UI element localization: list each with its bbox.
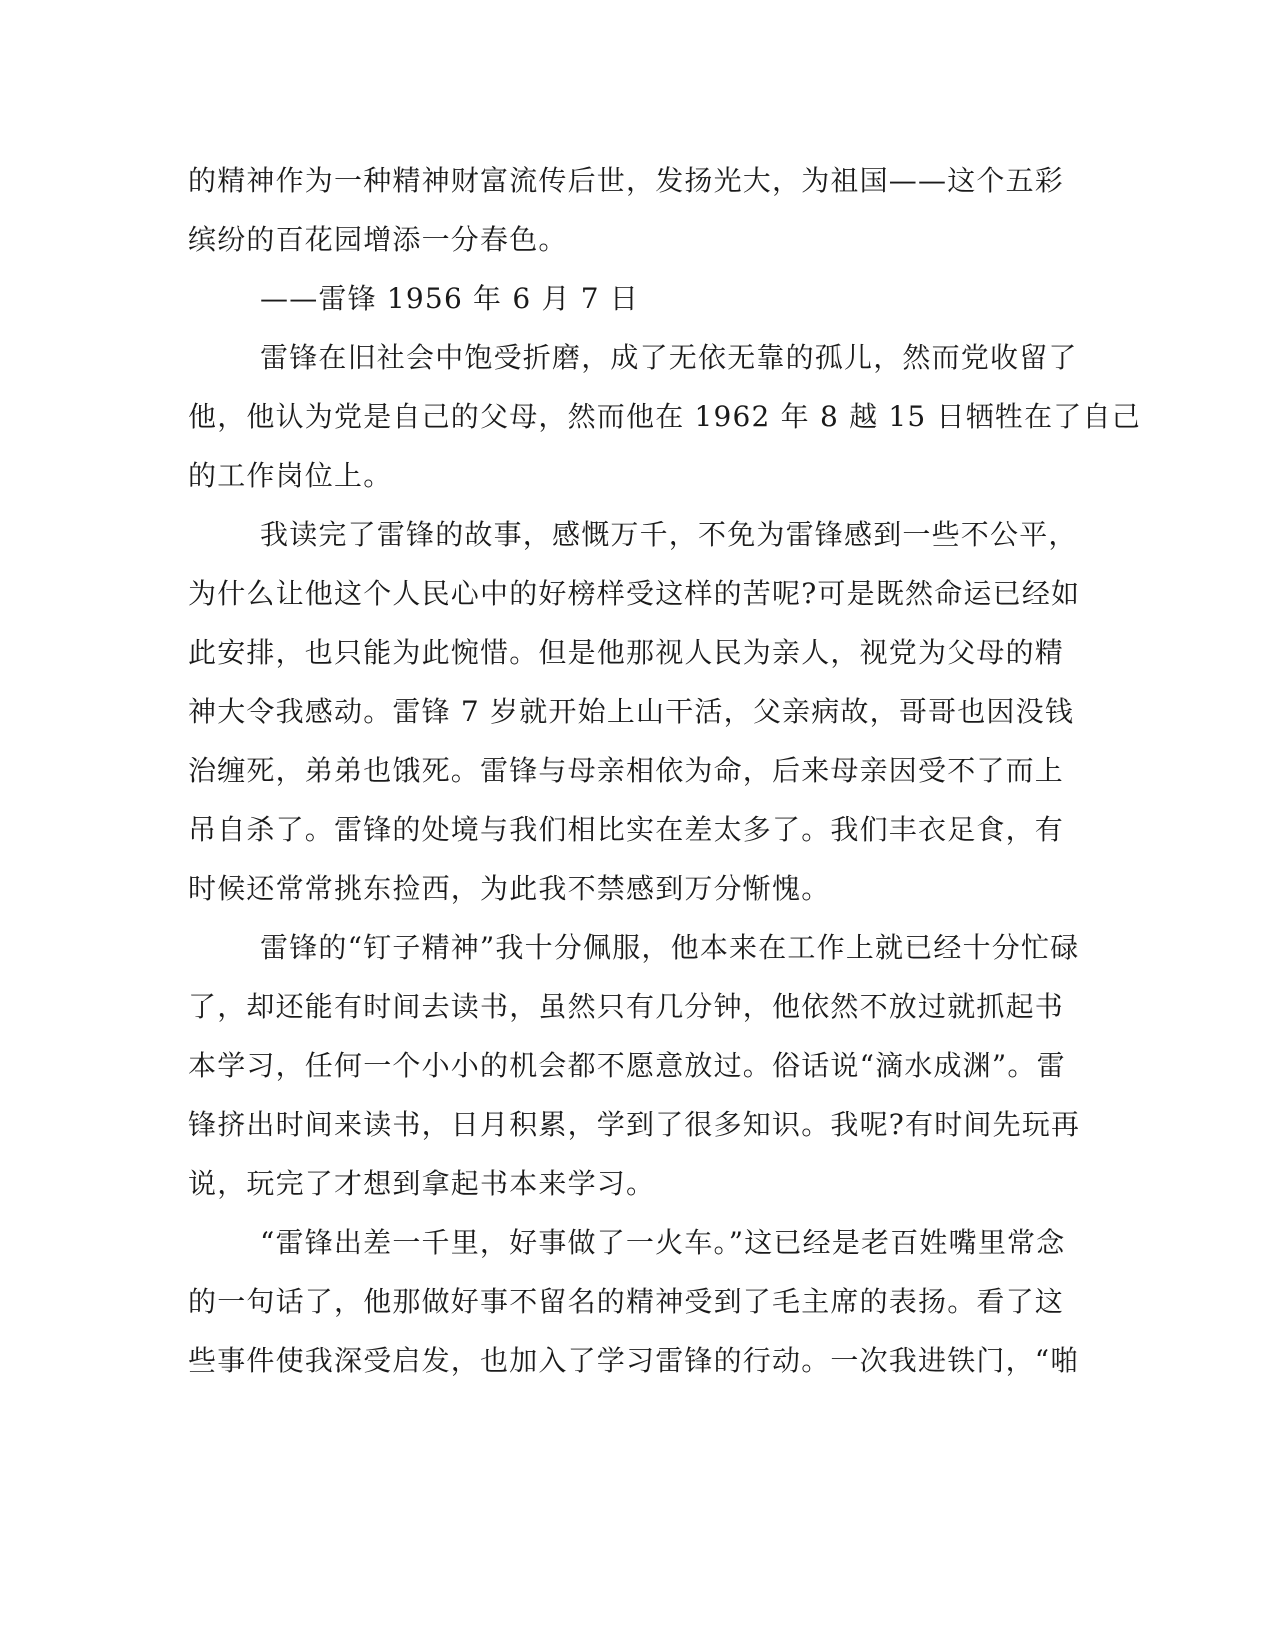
text-line: 缤纷的百花园增添一分春色。 bbox=[188, 223, 568, 256]
text-line: 些事件使我深受启发，也加入了学习雷锋的行动。一次我进铁门，“啪 bbox=[188, 1344, 1080, 1377]
text-line: 的一句话了，他那做好事不留名的精神受到了毛主席的表扬。看了这 bbox=[188, 1285, 1065, 1318]
text-line: 了，却还能有时间去读书，虽然只有几分钟，他依然不放过就抓起书 bbox=[188, 990, 1065, 1023]
text-line: 时候还常常挑东捡西，为此我不禁感到万分惭愧。 bbox=[188, 872, 831, 905]
text-line: 的精神作为一种精神财富流传后世，发扬光大，为祖国——这个五彩 bbox=[188, 164, 1065, 197]
text-line: 锋挤出时间来读书，日月积累，学到了很多知识。我呢?有时间先玩再 bbox=[188, 1108, 1081, 1141]
paragraph-start: 我读完了雷锋的故事，感慨万千，不免为雷锋感到一些不公平， bbox=[260, 518, 1078, 551]
paragraph-start: 雷锋在旧社会中饱受折磨，成了无依无靠的孤儿，然而党收留了 bbox=[260, 341, 1078, 374]
text-line: 吊自杀了。雷锋的处境与我们相比实在差太多了。我们丰衣足食，有 bbox=[188, 813, 1065, 846]
signature-line: ——雷锋 1956 年 6 月 7 日 bbox=[260, 282, 640, 315]
text-line: 治缠死，弟弟也饿死。雷锋与母亲相依为命，后来母亲因受不了而上 bbox=[188, 754, 1065, 787]
text-line: 神大令我感动。雷锋 7 岁就开始上山干活，父亲病故，哥哥也因没钱 bbox=[188, 695, 1075, 728]
text-line: 他，他认为党是自己的父母，然而他在 1962 年 8 越 15 日牺牲在了自己 bbox=[188, 400, 1141, 433]
paragraph-start: “雷锋出差一千里，好事做了一火车。”这已经是老百姓嘴里常念 bbox=[260, 1226, 1066, 1259]
text-line: 本学习，任何一个小小的机会都不愿意放过。俗话说“滴水成渊”。雷 bbox=[188, 1049, 1066, 1082]
paragraph-start: 雷锋的“钉子精神”我十分佩服，他本来在工作上就已经十分忙碌 bbox=[260, 931, 1080, 964]
text-line: 的工作岗位上。 bbox=[188, 459, 393, 492]
text-line: 为什么让他这个人民心中的好榜样受这样的苦呢?可是既然命运已经如 bbox=[188, 577, 1081, 610]
text-line: 此安排，也只能为此惋惜。但是他那视人民为亲人，视党为父母的精 bbox=[188, 636, 1065, 669]
text-line: 说，玩完了才想到拿起书本来学习。 bbox=[188, 1167, 656, 1200]
